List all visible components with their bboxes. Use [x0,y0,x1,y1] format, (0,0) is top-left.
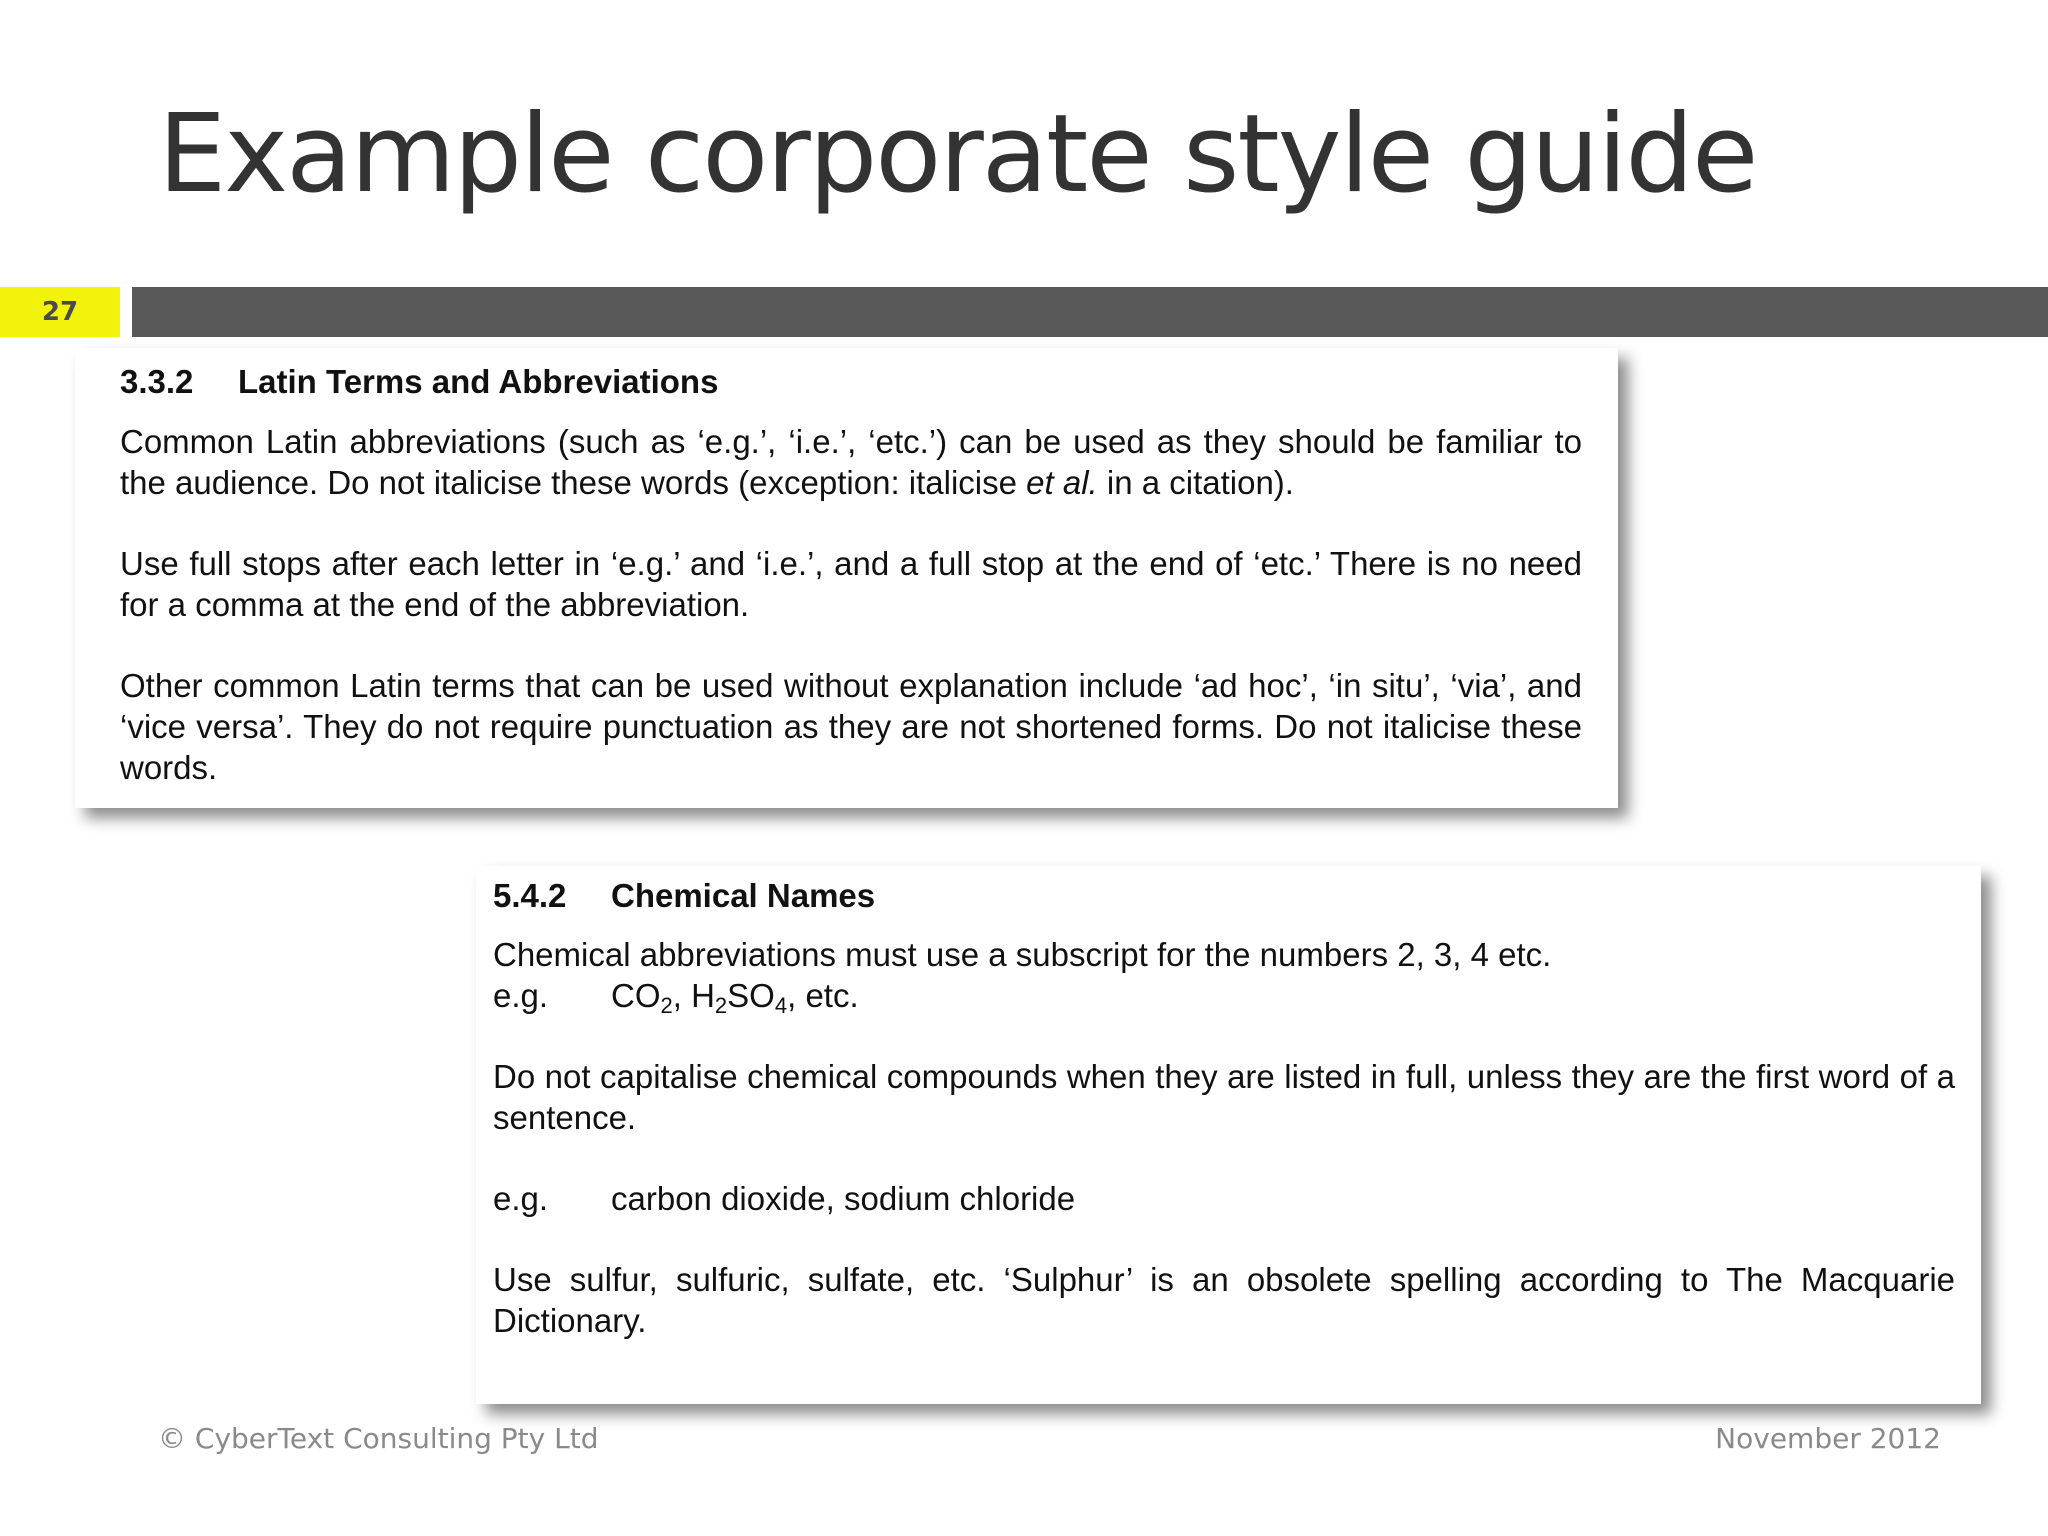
page-number-badge [0,287,120,337]
text-run: , H [672,977,715,1014]
chemical-paragraph-1: Chemical abbreviations must use a subscript for the numbers 2, 3, 4 etc. [493,936,1552,973]
latin-terms-excerpt [75,348,1618,808]
text-run: SO [727,977,775,1014]
footer-copyright: © CyberText Consulting Pty Ltd [158,1422,599,1455]
slide-title: Example corporate style guide [158,92,1757,217]
title-underline-bar [132,287,2048,337]
subscript: 2 [660,993,673,1018]
text-run: Common Latin abbreviations (such as ‘e.g.’, ‘i.e.’, ‘etc.’) can be used as they should be familiar to the audience. Do not italicise these words (exception: italicise [120,423,1582,501]
section-number: 5.4.2 [493,877,567,914]
latin-paragraph-3: Other common Latin terms that can be used without explanation include ‘ad hoc’, ‘in situ’, ‘via’, and ‘vice versa’. They do not require punctuation as they are not shortened forms. Do not italicise these words. [120,667,1582,786]
italic-text: et al. [1026,464,1098,501]
subscript: 4 [774,993,788,1018]
section-number: 3.3.2 [120,363,194,400]
page-number: 27 [41,297,79,327]
chemical-paragraph-3: Use sulfur, sulfuric, sulfate, etc. ‘Sulphur’ is an obsolete spelling according to The Macquarie Dictionary. [493,1261,1955,1339]
text-run: , etc. [787,977,859,1014]
latin-section-heading [120,362,1582,402]
example-label: e.g. [493,1180,549,1217]
chemical-section-heading [493,876,1955,916]
latin-paragraph-1 [120,421,1582,503]
chemical-names-excerpt [476,866,1981,1404]
text-run: CO [611,977,661,1014]
footer-date: November 2012 [1715,1422,1941,1455]
formula-example [493,975,1955,1016]
latin-paragraph-2: Use full stops after each letter in ‘e.g.’ and ‘i.e.’, and a full stop at the end of ‘etc.’ There is no need for a comma at the end of the abbreviation. [120,545,1582,623]
subscript: 2 [714,993,728,1018]
section-heading-text: Latin Terms and Abbreviations [238,363,719,400]
section-heading-text: Chemical Names [611,877,876,914]
text-run: in a citation). [1097,464,1294,501]
formula-text [611,975,859,1016]
compound-example [493,1178,1955,1219]
example-label: e.g. [493,977,549,1014]
compound-text: carbon dioxide, sodium chloride [611,1180,1076,1217]
chemical-paragraph-2: Do not capitalise chemical compounds when they are listed in full, unless they are the first word of a sentence. [493,1058,1955,1136]
